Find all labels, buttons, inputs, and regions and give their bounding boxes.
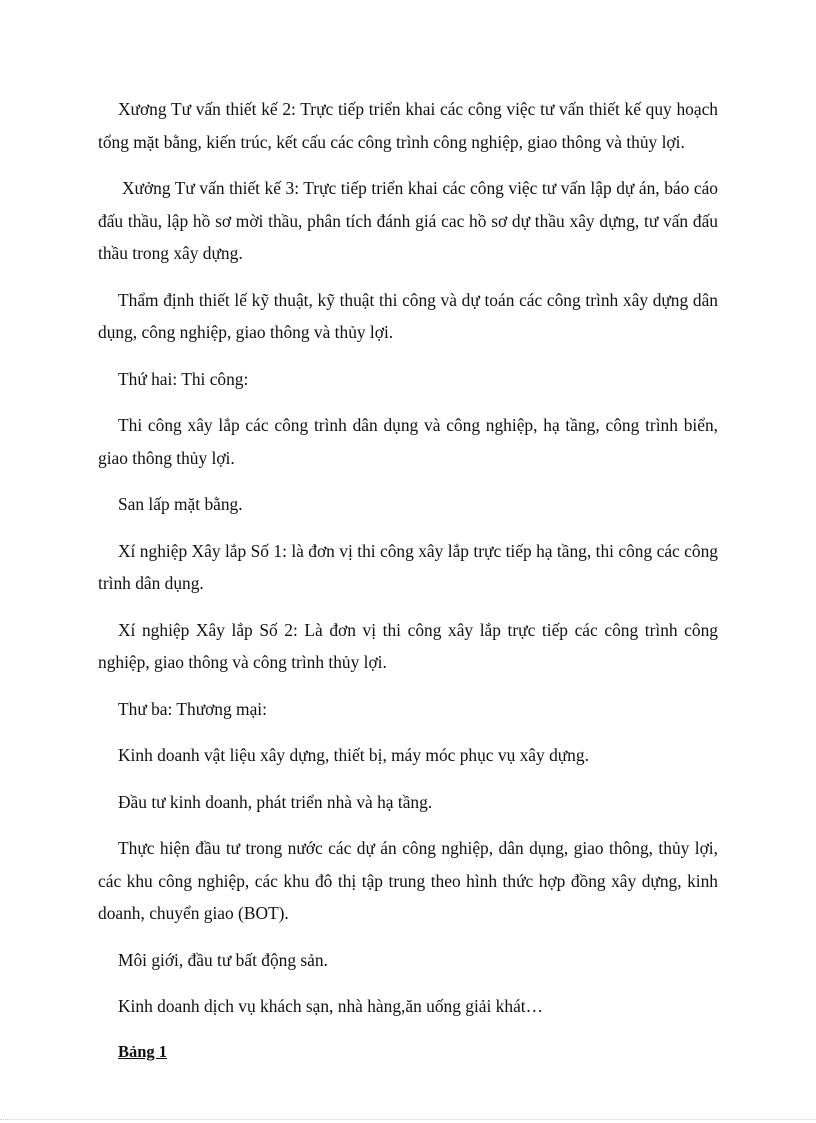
- paragraph-xi-nghiep-1: Xí nghiệp Xây lắp Số 1: là đơn vị thi công xây lắp trực tiếp hạ tầng, thi công các công trình dân dụng.: [98, 540, 718, 593]
- paragraph-xuong-tu-van-3: Xưởng Tư vấn thiết kế 3: Trực tiếp triển khai các công việc tư vấn lập dự án, báo cáo đấu thầu, lập hồ sơ mời thầu, phân tích đánh giá cac hồ sơ dự thầu xây dựng, tư vấn đấu thầu trong xây dựng.: [98, 178, 718, 263]
- table-caption: Bảng 1: [118, 1041, 168, 1061]
- paragraph-thu-ba: Thư ba: Thương mại:: [118, 698, 267, 719]
- paragraph-thuc-hien-dau-tu: Thực hiện đầu tư trong nước các dự án công nghiệp, dân dụng, giao thông, thủy lợi, các khu công nghiệp, các khu đô thị tập trung theo hình thức hợp đồng xây dựng, kinh doanh, chuyển giao (BOT).: [98, 838, 718, 923]
- paragraph-moi-gioi: Môi giới, đầu tư bất động sản.: [118, 949, 328, 970]
- paragraph-dau-tu-kinh-doanh: Đầu tư kinh doanh, phát triển nhà và hạ tầng.: [118, 791, 433, 812]
- paragraph-xi-nghiep-2: Xí nghiệp Xây lắp Số 2: Là đơn vị thi công xây lắp trực tiếp các công trình công nghiệp, giao thông và công trình thủy lợi.: [98, 619, 718, 672]
- page-bottom-rule: [0, 1119, 816, 1120]
- paragraph-kinh-doanh-dich-vu: Kinh doanh dịch vụ khách sạn, nhà hàng,ăn uống giải khát…: [118, 996, 544, 1016]
- document-page: [98, 93, 718, 1081]
- paragraph-xuong-tu-van-2: Xương Tư vấn thiết kế 2: Trực tiếp triển khai các công việc tư vấn thiết kế quy hoạch tổng mặt bằng, kiến trúc, kết cấu các công trình công nghiệp, giao thông và thủy lợi.: [98, 99, 718, 152]
- paragraph-kinh-doanh-vat-lieu: Kinh doanh vật liệu xây dựng, thiết bị, máy móc phục vụ xây dựng.: [118, 745, 589, 765]
- paragraph-thu-hai: Thứ hai: Thi công:: [118, 368, 249, 389]
- paragraph-tham-dinh: Thẩm định thiết lế kỹ thuật, kỹ thuật thi công và dự toán các công trình xây dựng dân dụng, công nghiệp, giao thông và thủy lợi.: [98, 289, 718, 342]
- paragraph-thi-cong: Thi công xây lắp các công trình dân dụng và công nghiệp, hạ tầng, công trình biển, giao thông thủy lợi.: [98, 415, 718, 468]
- paragraph-san-lap: San lấp mặt bằng.: [118, 494, 243, 514]
